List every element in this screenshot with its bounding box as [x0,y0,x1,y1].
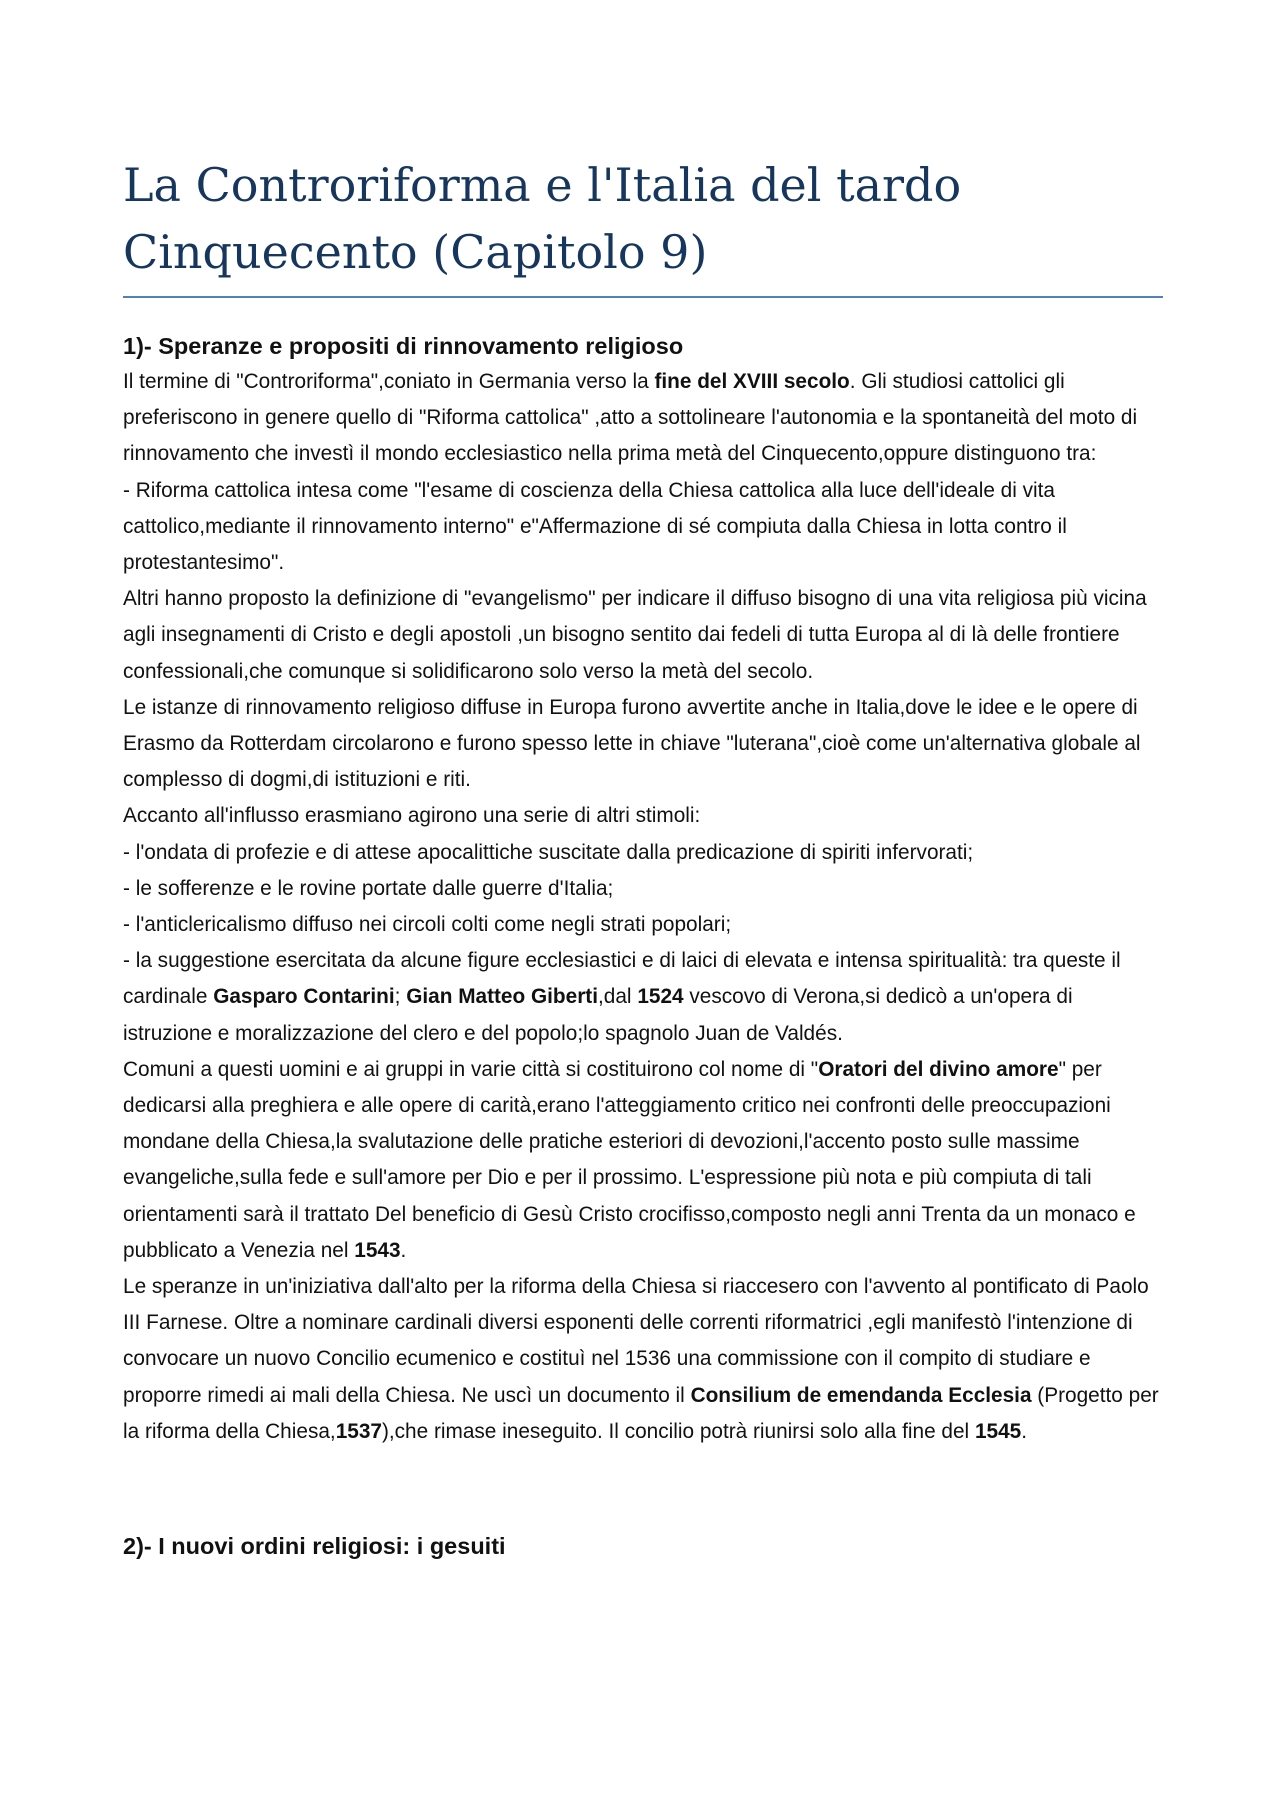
text-run: Le speranze in un'iniziativa dall'alto per la riforma della Chiesa si riaccesero con l'avvento al pontificato di Paolo III Farnese. Oltre a nominare cardinali diversi esponenti delle correnti riformatrici ,egli manifestò l'intenzione di convocare un nuovo Concilio ecumenico e costituì nel 1536 una commissione con il compito di studiare e proporre rimedi ai mali della Chiesa. Ne uscì un documento il [123,1275,1149,1407]
text-run: ,dal [598,985,638,1009]
paragraph-2: - Riforma cattolica intesa come "l'esame di coscienza della Chiesa cattolica alla luce dell'ideale di vita cattolico,mediante il rinnovamento interno" e"Affermazione di sé compiuta dalla Chiesa in lotta contro il protestantesimo". [123,478,1067,575]
paragraph-4: Le istanze di rinnovamento religioso diffuse in Europa furono avvertite anche in Italia,dove le idee e le opere di Erasmo da Rotterdam circolarono e furono spesso lette in chiave "luterana",cioè come un'alternativa globale al complesso di dogmi,di istituzioni e riti. [123,695,1141,792]
paragraph-7 [123,1269,1163,1450]
paragraph-5: Accanto all'influsso erasmiano agirono una serie di altri stimoli: [123,804,701,828]
text-run: (Progetto per la riforma della Chiesa, [123,1383,1159,1443]
list-item-2: - le sofferenze e le rovine portate dalle guerre d'Italia; [123,876,614,900]
paragraph-1 [123,364,1163,473]
text-run: ),che rimase ineseguito. Il concilio potrà riunirsi solo alla fine del [381,1419,975,1443]
bold-run: Gian Matteo Giberti [406,985,599,1009]
text-run: Il termine di "Controriforma",coniato in Germania verso la [123,370,655,393]
section-1-body [123,364,1163,1450]
section-heading-2: 2)- I nuovi ordini religiosi: i gesuiti [123,1533,506,1560]
document-title: La Controriforma e l'Italia del tardo Cinquecento (Capitolo 9) [123,152,1163,298]
text-run: ; [394,985,407,1009]
bold-run: Gasparo Contarini [213,985,395,1009]
text-run: . [400,1238,407,1262]
text-run: . Gli studiosi cattolici gli preferiscono in genere quello di "Riforma cattolica" ,atto a sottolineare l'autonomia e la spontaneità del moto di rinnovamento che investì il mondo ecclesiastico nella prima metà del Cinquecento,oppure distinguono tra: [123,370,1138,466]
bold-run: 1545 [974,1419,1022,1443]
list-item-4 [123,943,1163,1052]
text-run: Comuni a questi uomini e ai gruppi in varie città si costituirono col nome di " [123,1057,819,1081]
bold-run: 1543 [354,1238,401,1262]
bold-run: 1537 [335,1419,382,1443]
text-run: - la suggestione esercitata da alcune figure ecclesiastici e di laici di elevata e intensa spiritualità: tra queste il cardinale [123,949,1121,1009]
list-item-1: - l'ondata di profezie e di attese apocalittiche suscitate dalla predicazione di spiriti infervorati; [123,840,974,864]
bold-run: Oratori del divino amore [818,1057,1059,1081]
bold-run: 1524 [637,985,684,1009]
section-heading-1: 1)- Speranze e propositi di rinnovamento religioso [123,333,684,359]
text-run: " per dedicarsi alla preghiera e alle opere di carità,erano l'atteggiamento critico nei confronti delle preoccupazioni mondane della Chiesa,la svalutazione delle pratiche esteriori di devozioni,l'accento posto sulle massime evangeliche,sulla fede e sull'amore per Dio e per il prossimo. L'espressione più nota e più compiuta di tali orientamenti sarà il trattato Del beneficio di Gesù Cristo crocifisso,composto negli anni Trenta da un monaco e pubblicato a Venezia nel [123,1057,1136,1262]
paragraph-3: Altri hanno proposto la definizione di "evangelismo" per indicare il diffuso bisogno di una vita religiosa più vicina agli insegnamenti di Cristo e degli apostoli ,un bisogno sentito dai fedeli di tutta Europa al di là delle frontiere confessionali,che comunque si solidificarono solo verso la metà del secolo. [123,587,1147,683]
bold-run: fine del XVIII secolo [654,370,850,393]
document-page [123,152,1163,1564]
list-item-3: - l'anticlericalismo diffuso nei circoli colti come negli strati popolari; [123,913,732,937]
bold-run: Consilium de emendanda Ecclesia [690,1383,1032,1407]
text-run: vescovo di Verona,si dedicò a un'opera di istruzione e moralizzazione del clero e del popolo;lo spagnolo Juan de Valdés. [123,985,1073,1045]
paragraph-6 [123,1052,1163,1269]
text-run: . [1021,1419,1027,1443]
